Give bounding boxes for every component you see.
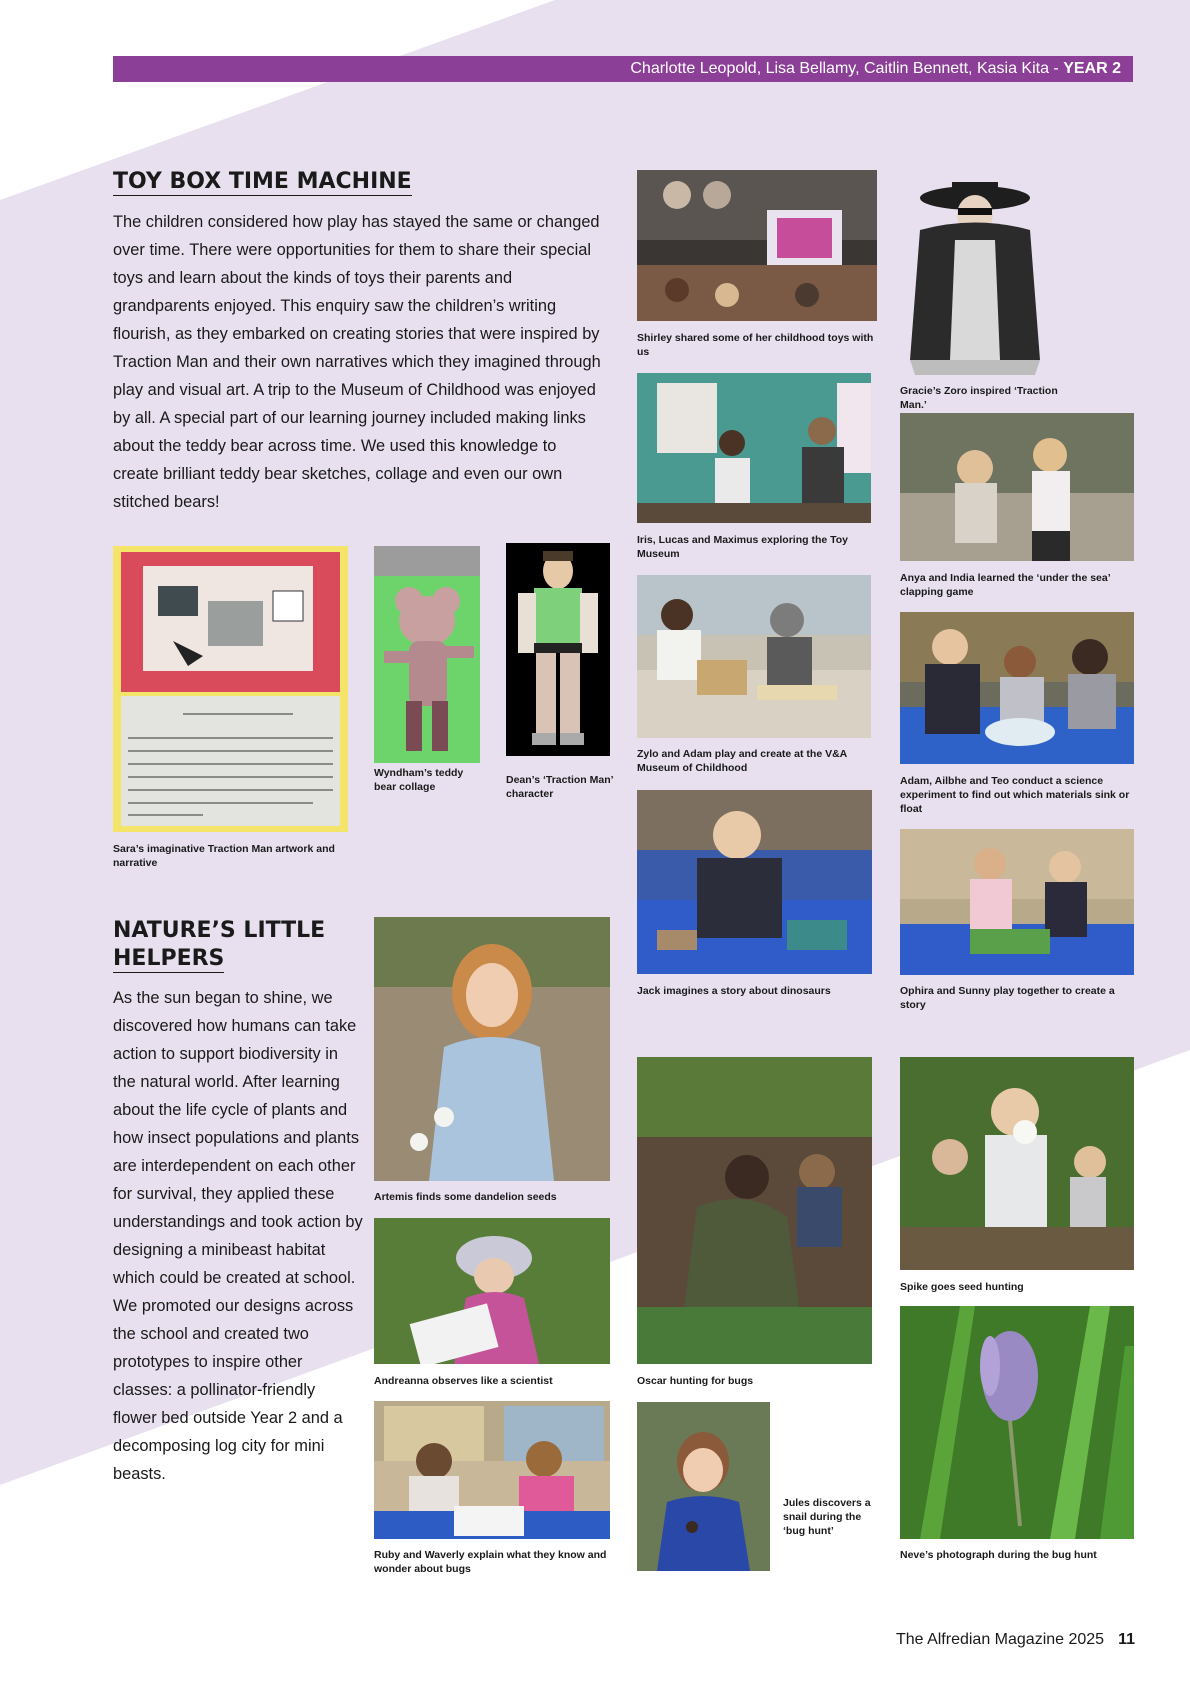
caption-jules: Jules discovers a snail during the ‘bug hunt’ bbox=[783, 1497, 871, 1537]
header-separator: - bbox=[1048, 60, 1064, 77]
caption-ophira: Ophira and Sunny play together to create a story bbox=[900, 985, 1115, 1011]
photo-sara-artwork bbox=[113, 546, 348, 832]
photo-ruby-waverly bbox=[374, 1401, 610, 1539]
caption-oscar: Oscar hunting for bugs bbox=[637, 1375, 754, 1387]
caption-neve: Neve’s photograph during the bug hunt bbox=[900, 1549, 1097, 1561]
caption-gracie: Gracie’s Zoro inspired ‘Traction Man.’ bbox=[900, 385, 1058, 411]
caption-shirley: Shirley shared some of her childhood toys with us bbox=[637, 332, 874, 358]
photo-adam-ailbhe-teo bbox=[900, 612, 1134, 764]
caption-zylo: Zylo and Adam play and create at the V&A Museum of Childhood bbox=[637, 748, 847, 774]
section-title-nature-line1: NATURE’S LITTLE bbox=[113, 918, 326, 943]
section-title-nature bbox=[113, 917, 325, 973]
photo-dean-traction-man bbox=[506, 543, 610, 756]
header-bar bbox=[113, 56, 1133, 82]
page-number: 11 bbox=[1118, 1631, 1135, 1648]
section-title-toy-box bbox=[113, 168, 412, 196]
header-authors: Charlotte Leopold, Lisa Bellamy, Caitlin Bennett, Kasia Kita bbox=[630, 60, 1049, 77]
caption-artemis: Artemis finds some dandelion seeds bbox=[374, 1191, 557, 1203]
caption-andreanna: Andreanna observes like a scientist bbox=[374, 1375, 553, 1387]
photo-neve bbox=[900, 1306, 1134, 1539]
photo-jules bbox=[637, 1402, 770, 1571]
photo-artemis bbox=[374, 917, 610, 1181]
photo-shirley bbox=[637, 170, 877, 321]
caption-ruby: Ruby and Waverly explain what they know and wonder about bugs bbox=[374, 1549, 607, 1575]
header-text bbox=[630, 60, 1121, 78]
photo-andreanna bbox=[374, 1218, 610, 1364]
photo-gracie-zoro bbox=[900, 170, 1050, 375]
caption-sara: Sara’s imaginative Traction Man artwork and narrative bbox=[113, 843, 335, 869]
photo-ophira bbox=[900, 829, 1134, 975]
caption-anya: Anya and India learned the ‘under the sea’ clapping game bbox=[900, 572, 1111, 598]
photo-spike bbox=[900, 1057, 1134, 1270]
photo-iris bbox=[637, 373, 871, 523]
photo-oscar bbox=[637, 1057, 872, 1364]
photo-anya bbox=[900, 413, 1134, 561]
photo-zylo bbox=[637, 575, 871, 738]
caption-wyndham: Wyndham’s teddy bear collage bbox=[374, 767, 464, 793]
photo-wyndham-teddy bbox=[374, 546, 480, 763]
caption-iris: Iris, Lucas and Maximus exploring the Toy Museum bbox=[637, 534, 849, 560]
caption-dean: Dean’s ‘Traction Man’ character bbox=[506, 774, 613, 800]
photo-jack bbox=[637, 790, 872, 974]
footer-magazine: The Alfredian Magazine 2025 bbox=[895, 1631, 1105, 1648]
caption-adam: Adam, Ailbhe and Teo conduct a science experiment to find out which materials sink or float bbox=[900, 775, 1130, 815]
caption-spike: Spike goes seed hunting bbox=[900, 1281, 1024, 1293]
section-title-toy-box-text: TOY BOX TIME MACHINE bbox=[113, 169, 412, 194]
section-body-nature: As the sun began to shine, we discovered how humans can take action to support biodiversity in the natural world. After learning about the life cycle of plants and how insect populations and plants are interdependent on each other for survival, they applied these understandings and took action by designing a minibeast habitat which could be created at school. We promoted our designs across the school and created two prototypes to inspire other classes: a pollinator-friendly flower bed outside Year 2 and a decomposing log city for mini beasts. bbox=[113, 989, 363, 1483]
page-footer bbox=[896, 1631, 1135, 1649]
caption-jack: Jack imagines a story about dinosaurs bbox=[637, 985, 831, 997]
header-year: YEAR 2 bbox=[1063, 60, 1121, 77]
section-title-nature-line2: HELPERS bbox=[113, 946, 225, 971]
section-body-toy-box: The children considered how play has stayed the same or changed over time. There were opportunities for them to share their special toys and learn about the kinds of toys their parents and grandparents enjoyed. This enquiry saw the children’s writing flourish, as they embarked on creating stories that were inspired by Traction Man and their own narratives which they imagined through play and visual art. A trip to the Museum of Childhood was enjoyed by all. A special part of our learning journey included making links about the teddy bear across time. We used this knowledge to create brilliant teddy bear sketches, collage and even our own stitched bears! bbox=[113, 213, 601, 511]
